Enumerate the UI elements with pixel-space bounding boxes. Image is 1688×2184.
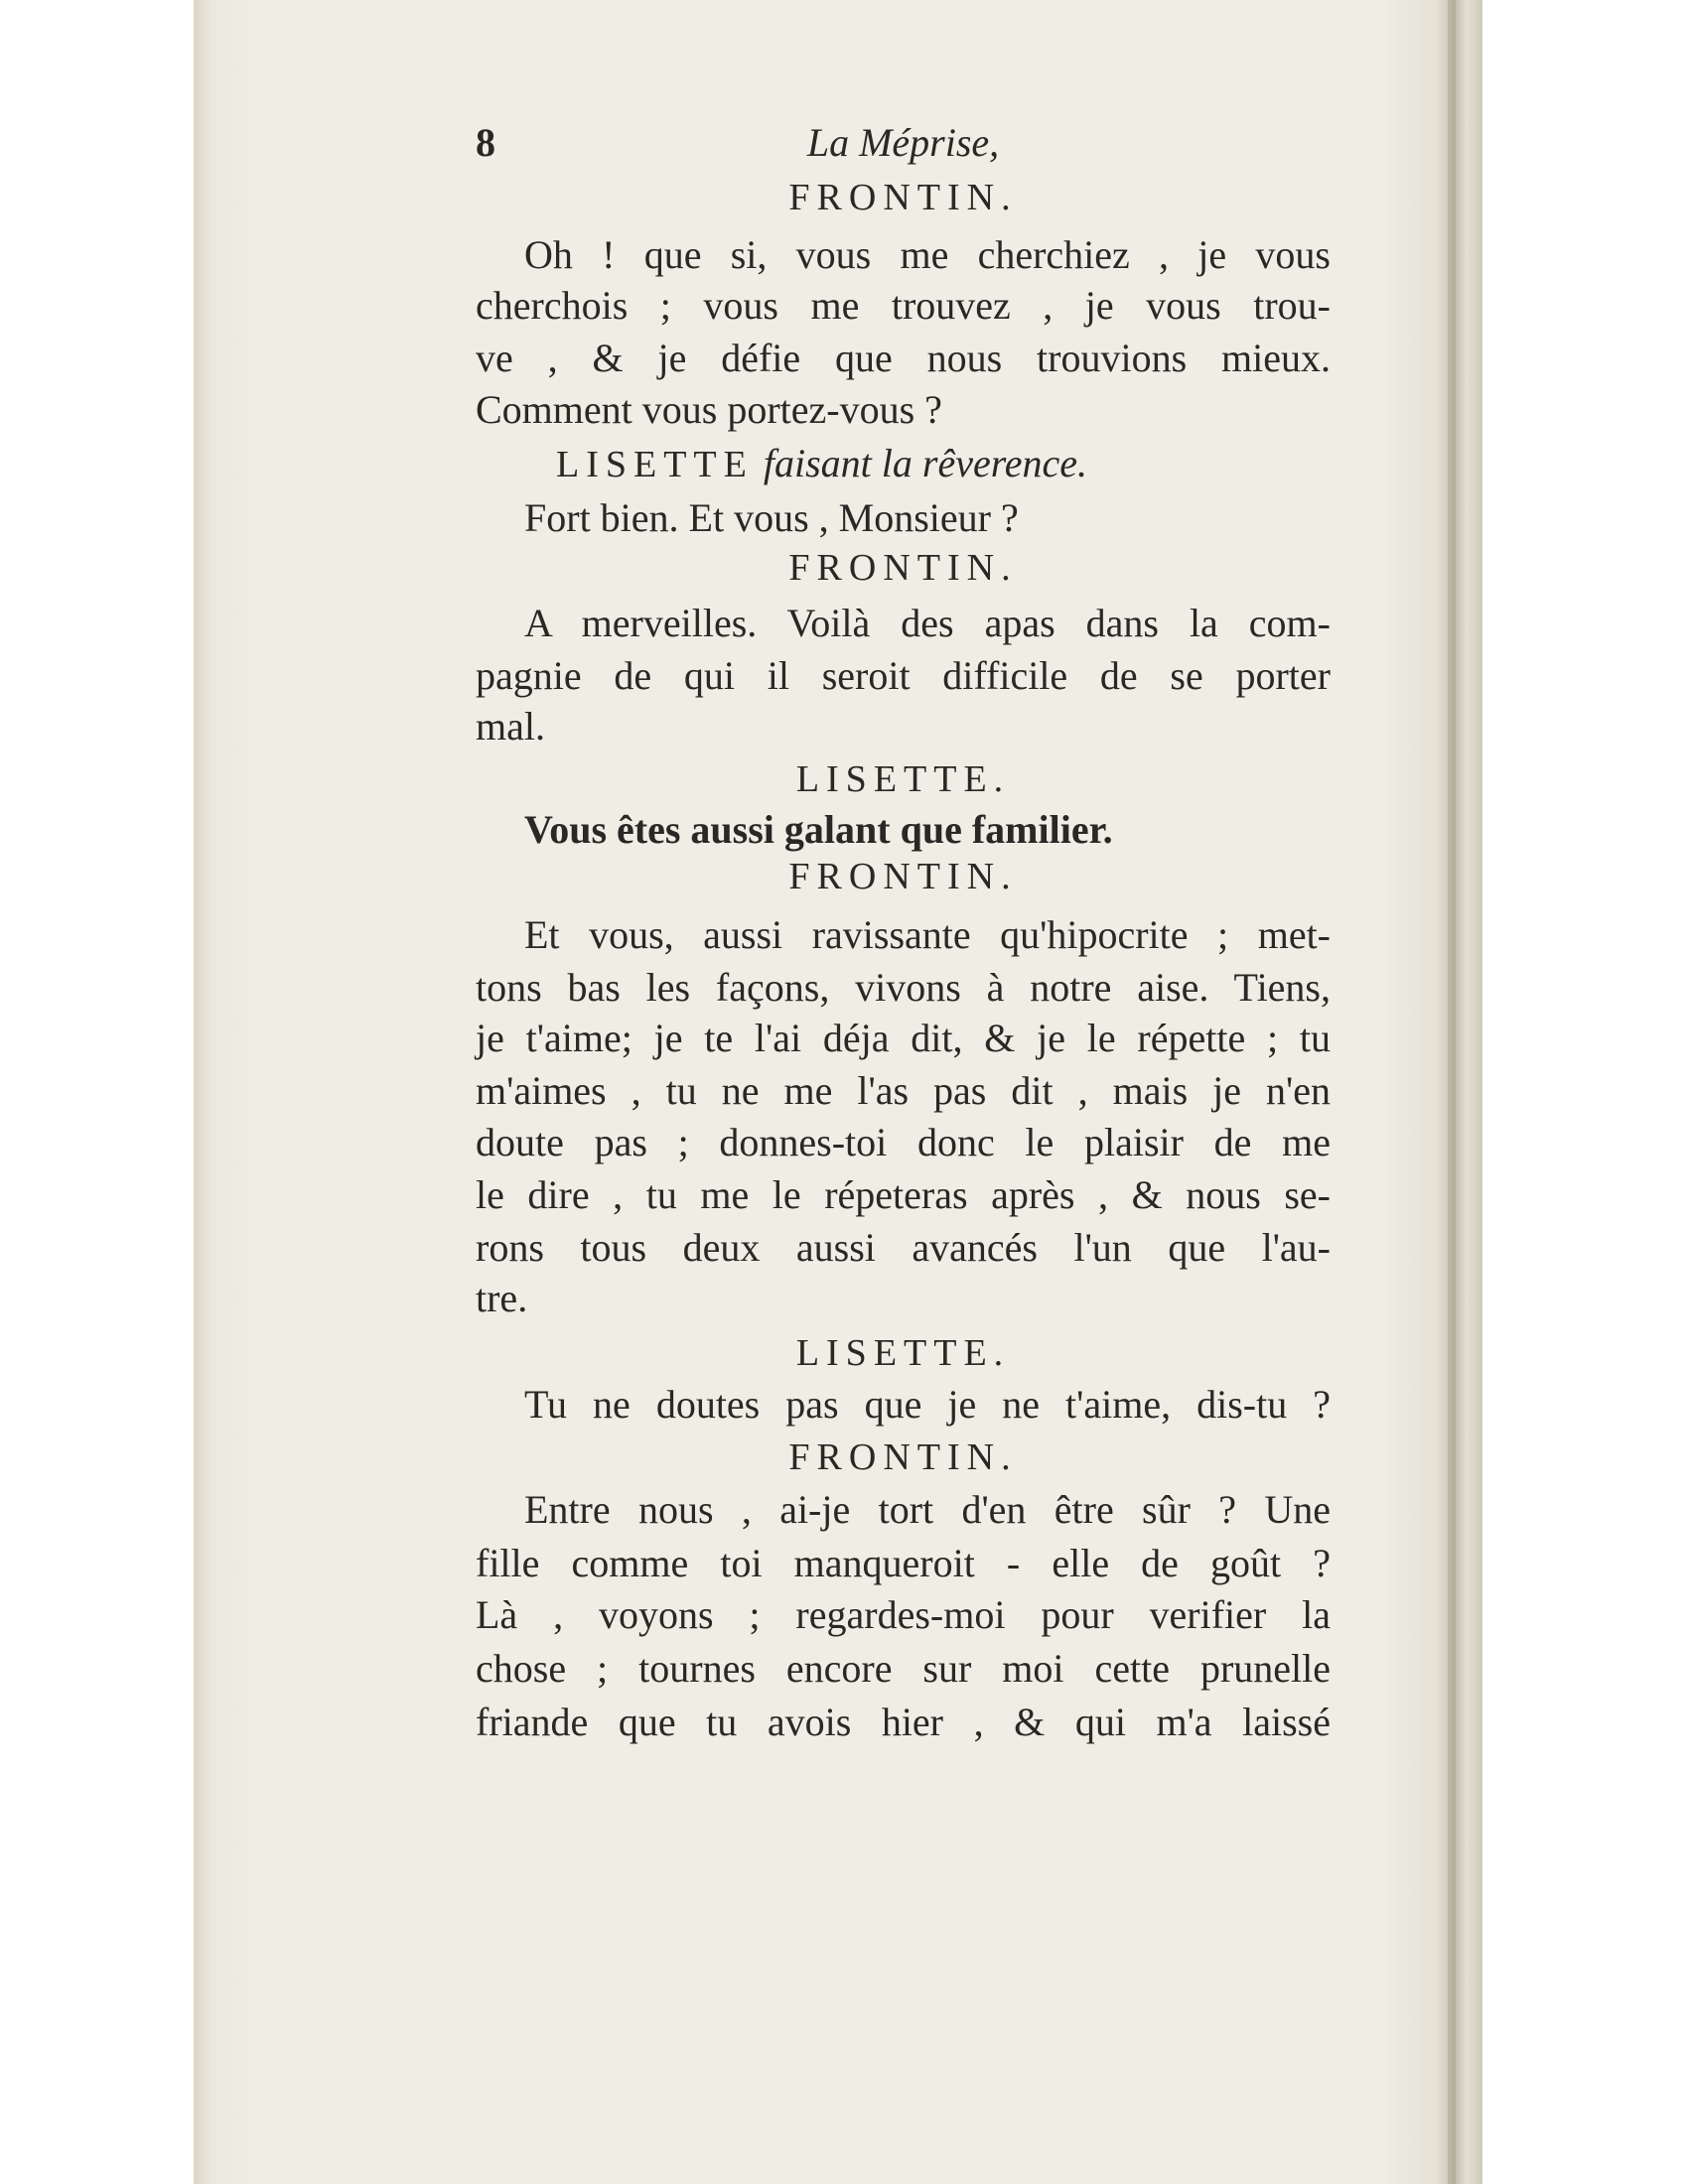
text-line: Et vous, aussi ravissante qu'hipocrite ; met- bbox=[524, 912, 1331, 957]
speaker-heading: LISETTE. bbox=[795, 1332, 1011, 1374]
speaker-heading: LISETTE. bbox=[795, 758, 1011, 800]
text-line: Là , voyons ; regardes-moi pour verifier la bbox=[476, 1592, 1331, 1637]
text-line: cherchois ; vous me trouvez , je vous trou- bbox=[476, 283, 1331, 328]
running-title: La Méprise, bbox=[806, 120, 1000, 165]
text-line: mal. bbox=[476, 704, 545, 749]
text-line: ve , & je défie que nous trouvions mieux. bbox=[476, 336, 1331, 380]
speaker-heading: FRONTIN. bbox=[788, 856, 1018, 897]
text-line: A merveilles. Voilà des apas dans la com- bbox=[524, 601, 1331, 645]
text-line: Comment vous portez-vous ? bbox=[476, 387, 942, 432]
speaker-heading: FRONTIN. bbox=[788, 547, 1018, 589]
text-line: Vous êtes aussi galant que familier. bbox=[524, 807, 1113, 852]
page-number: 8 bbox=[476, 120, 495, 165]
speaker-heading: FRONTIN. bbox=[788, 1436, 1018, 1478]
text-line: fille comme toi manqueroit - elle de goût ? bbox=[476, 1541, 1331, 1585]
speaker-heading bbox=[556, 438, 1331, 489]
text-line: je t'aime; je te l'ai déja dit, & je le répette ; tu bbox=[476, 1016, 1331, 1060]
text-line: chose ; tournes encore sur moi cette prunelle bbox=[476, 1646, 1331, 1691]
text-line: m'aimes , tu ne me l'as pas dit , mais je n'en bbox=[476, 1068, 1331, 1113]
speaker-name: LISETTE bbox=[556, 444, 754, 485]
stage-direction: faisant la rêverence. bbox=[763, 441, 1088, 485]
text-line: Fort bien. Et vous , Monsieur ? bbox=[524, 495, 1019, 540]
text-line: le dire , tu me le répeteras après , & nous se- bbox=[476, 1172, 1331, 1217]
text-line: Tu ne doutes pas que je ne t'aime, dis-tu ? bbox=[524, 1382, 1331, 1427]
text-line: tre. bbox=[476, 1276, 528, 1320]
text-line: Oh ! que si, vous me cherchiez , je vous bbox=[524, 232, 1331, 277]
text-line: Entre nous , ai-je tort d'en être sûr ? Une bbox=[524, 1487, 1331, 1532]
speaker-heading: FRONTIN. bbox=[788, 177, 1018, 218]
text-line: doute pas ; donnes-toi donc le plaisir de me bbox=[476, 1120, 1331, 1164]
page-gutter bbox=[1448, 0, 1456, 2184]
text-line: pagnie de qui il seroit difficile de se porter bbox=[476, 653, 1331, 698]
text-line: friande que tu avois hier , & qui m'a laissé bbox=[476, 1700, 1331, 1744]
text-line: rons tous deux aussi avancés l'un que l'au- bbox=[476, 1225, 1331, 1270]
text-line: tons bas les façons, vivons à notre aise. Tiens, bbox=[476, 965, 1331, 1010]
